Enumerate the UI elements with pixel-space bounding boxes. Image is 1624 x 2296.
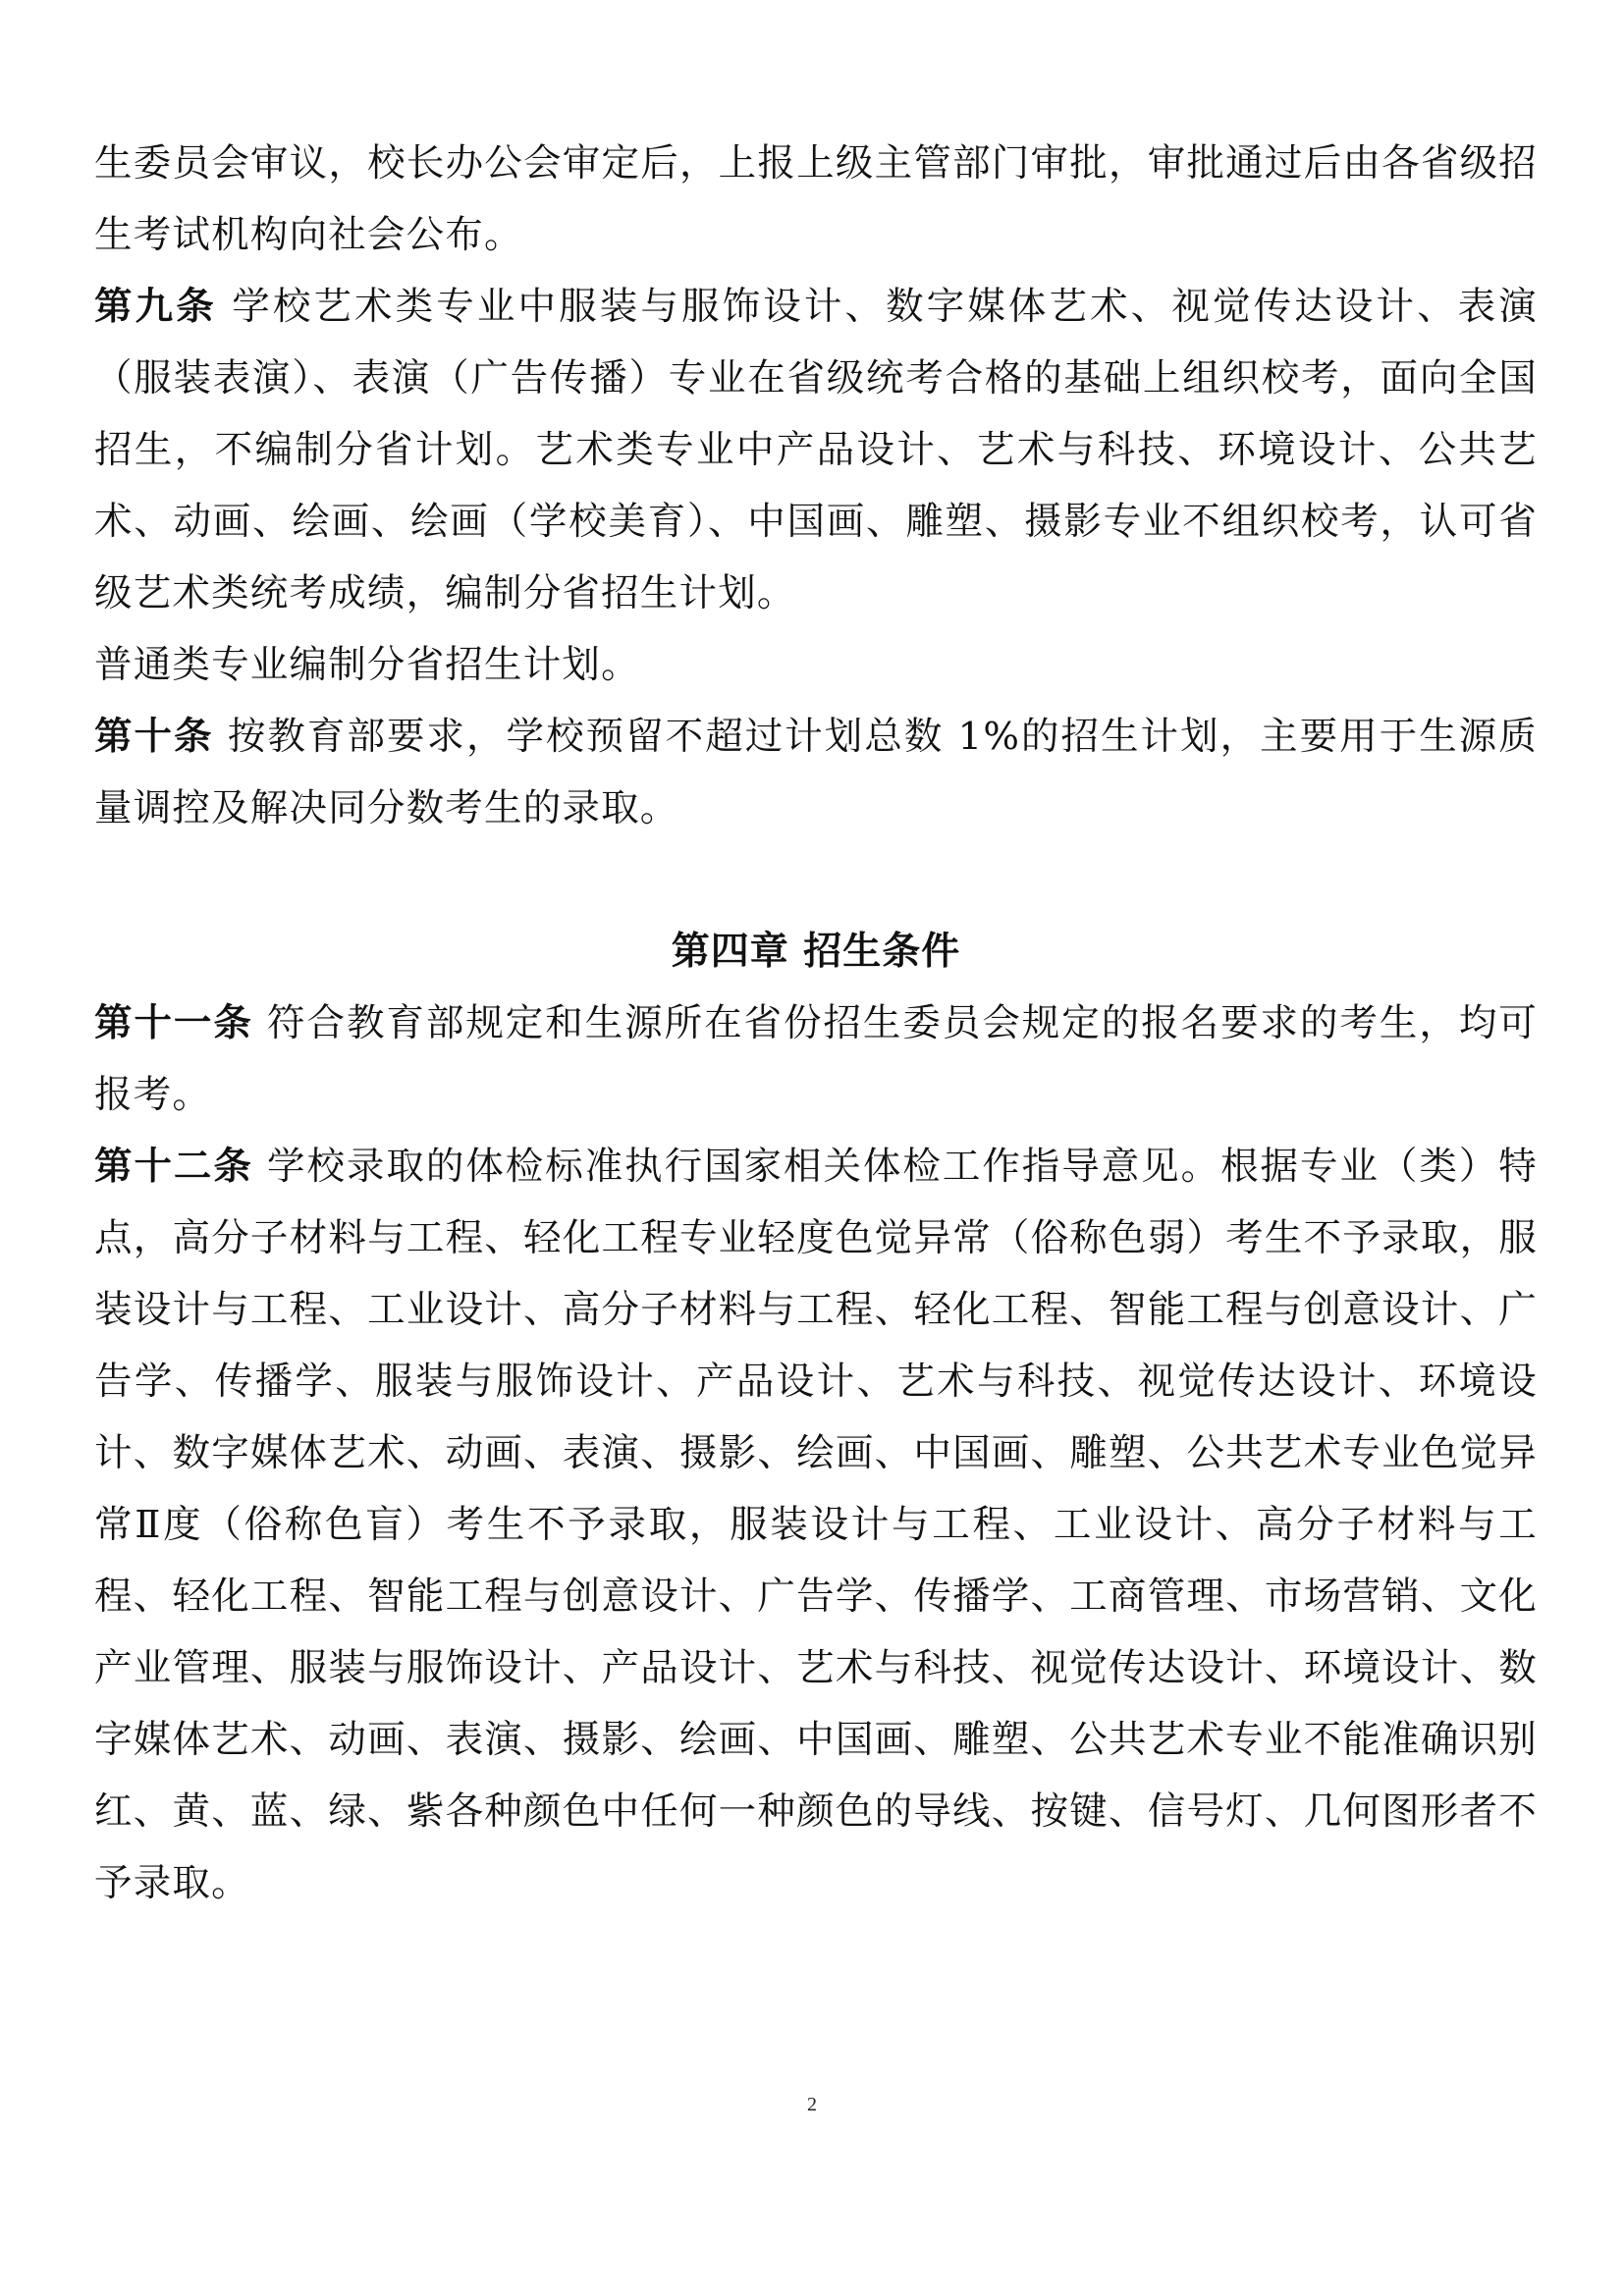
- document-page: [94, 128, 1538, 1919]
- article-text: 学校录取的体检标准执行国家相关体检工作指导意见。根据专业（类）特点，高分子材料与工程、轻化工程专业轻度色觉异常（俗称色弱）考生不予录取，服装设计与工程、工业设计、高分子材料与工程、轻化工程、智能工程与创意设计、广告学、传播学、服装与服饰设计、产品设计、艺术与科技、视觉传达设计、环境设计、数字媒体艺术、动画、表演、摄影、绘画、中国画、雕塑、公共艺术专业色觉异常Ⅱ度（俗称色盲）考生不予录取，服装设计与工程、工业设计、高分子材料与工程、轻化工程、智能工程与创意设计、广告学、传播学、工商管理、市场营销、文化产业管理、服装与服饰设计、产品设计、艺术与科技、视觉传达设计、环境设计、数字媒体艺术、动画、表演、摄影、绘画、中国画、雕塑、公共艺术专业不能准确识别红、黄、蓝、绿、紫各种颜色中任何一种颜色的导线、按键、信号灯、几何图形者不予录取。: [94, 1145, 1538, 1905]
- paragraph-text: 普通类专业编制分省招生计划。: [94, 643, 640, 687]
- article-12: [94, 1131, 1538, 1919]
- paragraph-text: 生委员会审议，校长办公会审定后，上报上级主管部门审批，审批通过后由各省级招生考试机构向社会公布。: [94, 141, 1538, 257]
- page-number: 2: [807, 2094, 817, 2115]
- article-heading: 第十条: [94, 715, 214, 759]
- article-text: 按教育部要求，学校预留不超过计划总数 1%的招生计划，主要用于生源质量调控及解决同分数考生的录取。: [94, 715, 1538, 830]
- article-heading: 第九条: [94, 285, 217, 329]
- article-11: [94, 988, 1538, 1131]
- article-text: 学校艺术类专业中服装与服饰设计、数字媒体艺术、视觉传达设计、表演（服装表演）、表演（广告传播）专业在省级统考合格的基础上组织校考，面向全国招生，不编制分省计划。艺术类专业中产品设计、艺术与科技、环境设计、公共艺术、动画、绘画、绘画（学校美育）、中国画、雕塑、摄影专业不组织校考，认可省级艺术类统考成绩，编制分省招生计划。: [94, 285, 1538, 615]
- paragraph-general-plan: [94, 629, 1538, 701]
- paragraph-continuation: [94, 128, 1538, 271]
- article-text: 符合教育部规定和生源所在省份招生委员会规定的报名要求的考生，均可报考。: [94, 1001, 1538, 1117]
- article-9: [94, 271, 1538, 629]
- article-10: [94, 701, 1538, 844]
- article-heading: 第十一条: [94, 1001, 253, 1045]
- chapter-title: 第四章 招生条件: [671, 930, 961, 974]
- article-heading: 第十二条: [94, 1145, 253, 1189]
